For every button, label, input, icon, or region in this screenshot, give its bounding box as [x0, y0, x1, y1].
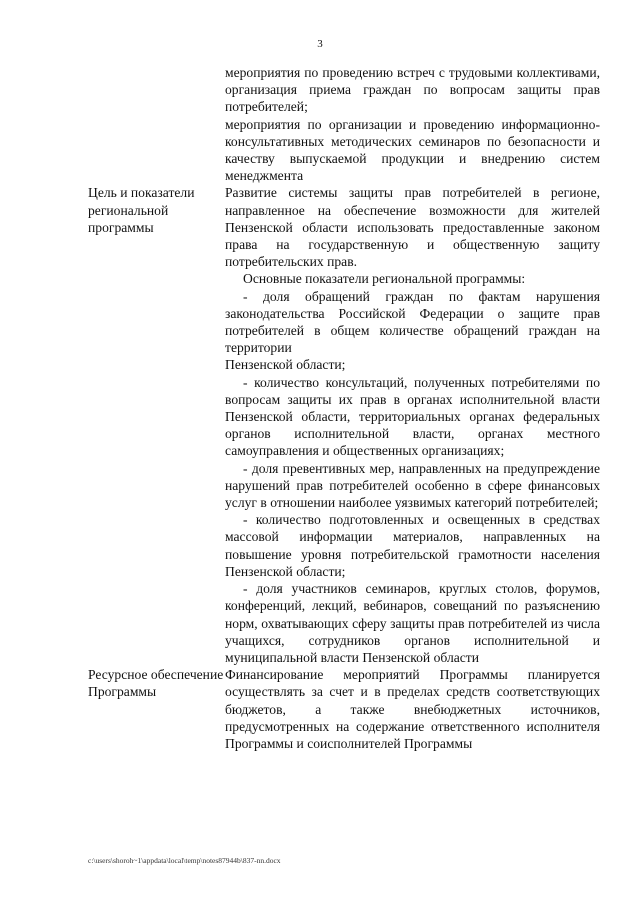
table-row [88, 184, 600, 666]
page-number: 3 [317, 38, 323, 50]
list-item: - доля обращений граждан по фактам нарушения законодательства Российской Федерации о защите прав потребителей в общем количестве обращений граждан на территории [225, 288, 600, 356]
paragraph: Основные показатели региональной программы: [243, 271, 526, 287]
row-label: Цель и показатели региональной программы [88, 185, 195, 235]
paragraph: мероприятия по организации и проведению информационно-консультативных методических семинаров по безопасности и качеству выпускаемой продукции и внедрению систем менеджмента [225, 116, 600, 184]
row-label: Ресурсное обеспечение Программы [88, 667, 224, 700]
footer-file-path: c:\users\shoroh~1\appdata\local\temp\notes87944b\837-nn.docx [88, 856, 281, 865]
table-row [88, 64, 600, 184]
paragraph: Развитие системы защиты прав потребителей в регионе, направленное на обеспечение возможности для жителей Пензенской области использовать предоставленные законом права на государственную и общественную защиту потребительских прав. [225, 185, 600, 270]
table-row [88, 666, 600, 752]
row-content [225, 666, 600, 752]
list-item: - доля превентивных мер, направленных на предупреждение нарушений прав потребителей особенно в сфере финансовых услуг в отношении наиболее уязвимых категорий потребителей; [225, 460, 600, 511]
list-item: - доля участников семинаров, круглых столов, форумов, конференций, лекций, вебинаров, совещаний по разъяснению норм, охватывающих сферу защиты прав потребителей из числа учащихся, сотрудников органов исполнительной и муниципальной власти Пензенской области [225, 581, 600, 665]
paragraph: Финансирование мероприятий Программы планируется осуществлять за счет и в пределах средств соответствующих бюджетов, а также внебюджетных источников, предусмотренных на содержание ответственного исполнителя Программы и соисполнителей Программы [225, 667, 600, 751]
row-label [88, 64, 225, 184]
list-item: - количество подготовленных и освещенных в средствах массовой информации материалов, направленных на повышение уровня потребительской грамотности населения Пензенской области; [225, 512, 600, 579]
row-content [225, 64, 600, 184]
paragraph: мероприятия по проведению встреч с трудовыми коллективами, организация приема граждан по вопросам защиты прав потребителей; [225, 65, 600, 115]
paragraph: Пензенской области; [225, 357, 346, 373]
row-content [225, 184, 600, 666]
document-table [88, 64, 600, 752]
list-item: - количество консультаций, полученных потребителями по вопросам защиты их прав в органах исполнительной власти Пензенской области, территориальных органах федеральных органов исполнительной власти, органах местного самоуправления и общественных организациях; [225, 374, 600, 459]
